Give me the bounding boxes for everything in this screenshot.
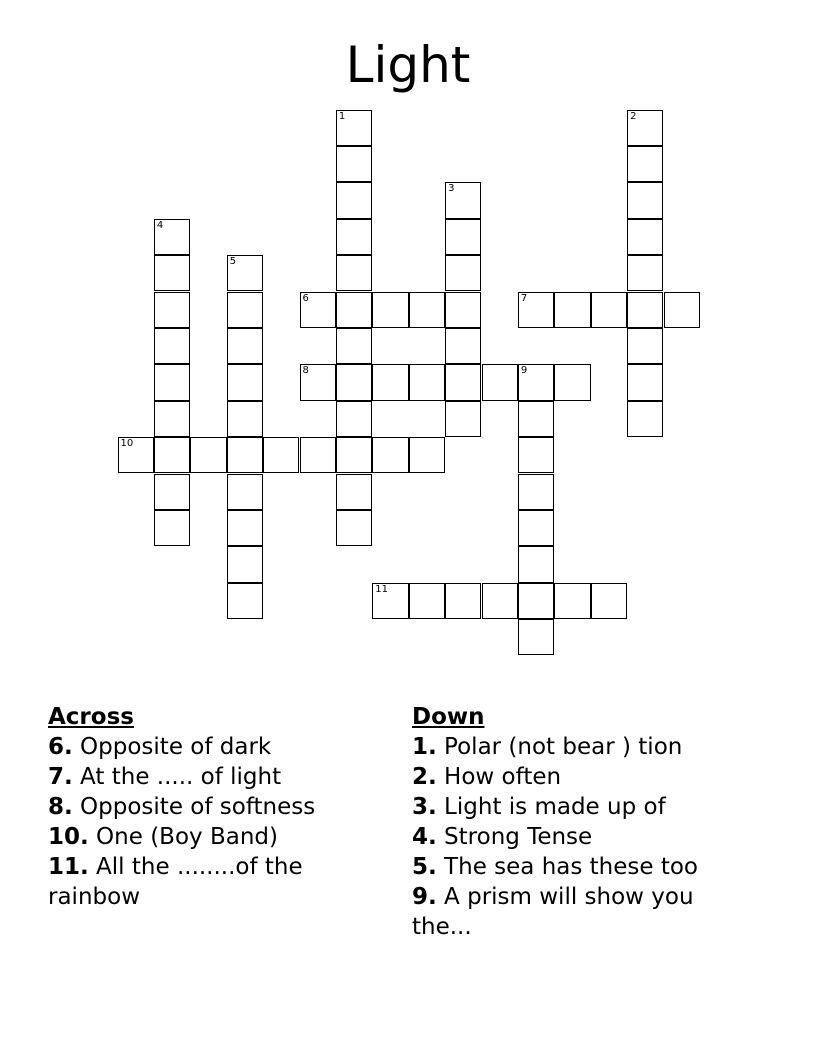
- clue-number-label: 6: [302, 292, 309, 304]
- grid-cell[interactable]: [627, 255, 663, 291]
- grid-cell[interactable]: [518, 401, 554, 437]
- grid-cell[interactable]: [154, 474, 190, 510]
- clue-text: At the ..... of light: [72, 764, 282, 790]
- grid-cell[interactable]: [336, 437, 372, 473]
- grid-cell[interactable]: [227, 583, 263, 619]
- grid-cell[interactable]: [445, 219, 481, 255]
- grid-cell[interactable]: [154, 437, 190, 473]
- grid-cell[interactable]: [336, 146, 372, 182]
- grid-cell[interactable]: [336, 110, 372, 146]
- clue-number: 8.: [48, 794, 73, 820]
- grid-cell[interactable]: [627, 292, 663, 328]
- clue-text: A prism will show you the...: [412, 884, 694, 940]
- grid-cell[interactable]: [445, 328, 481, 364]
- grid-cell[interactable]: [445, 255, 481, 291]
- grid-cell[interactable]: [518, 292, 554, 328]
- clue-text: Light is made up of: [436, 794, 666, 820]
- grid-cell[interactable]: [190, 437, 226, 473]
- grid-cell[interactable]: [336, 219, 372, 255]
- grid-cell[interactable]: [409, 437, 445, 473]
- clue-text: All the ........of the rainbow: [48, 854, 303, 910]
- down-clue: [412, 732, 742, 762]
- clue-number: 4.: [412, 824, 437, 850]
- grid-cell[interactable]: [518, 583, 554, 619]
- grid-cell[interactable]: [372, 292, 408, 328]
- clue-number-label: 10: [120, 438, 134, 450]
- grid-cell[interactable]: [627, 401, 663, 437]
- grid-cell[interactable]: [518, 474, 554, 510]
- clue-number-label: 9: [520, 365, 528, 377]
- grid-cell[interactable]: [336, 292, 372, 328]
- grid-cell[interactable]: [627, 182, 663, 218]
- clue-text: The sea has these too: [436, 854, 699, 880]
- grid-cell[interactable]: [409, 364, 445, 400]
- clue-number: 3.: [412, 794, 437, 820]
- grid-cell[interactable]: [518, 437, 554, 473]
- grid-cell[interactable]: [445, 583, 481, 619]
- grid-cell[interactable]: [227, 510, 263, 546]
- grid-cell[interactable]: [154, 510, 190, 546]
- grid-cell[interactable]: [336, 182, 372, 218]
- across-clue: [48, 852, 378, 912]
- grid-cell[interactable]: [482, 364, 518, 400]
- down-clue: [412, 852, 742, 882]
- puzzle-title: Light: [345, 36, 471, 94]
- grid-cell[interactable]: [518, 510, 554, 546]
- grid-cell[interactable]: [445, 182, 481, 218]
- grid-cell[interactable]: [227, 437, 263, 473]
- grid-cell[interactable]: [627, 110, 663, 146]
- grid-cell[interactable]: [336, 255, 372, 291]
- grid-cell[interactable]: [372, 437, 408, 473]
- down-clue: [412, 792, 742, 822]
- down-clue: [412, 822, 742, 852]
- down-clue: [412, 762, 742, 792]
- grid-cell[interactable]: [336, 328, 372, 364]
- clue-number: 2.: [412, 764, 437, 790]
- grid-cell[interactable]: [409, 583, 445, 619]
- grid-cell[interactable]: [300, 292, 336, 328]
- clue-number-label: 2: [630, 110, 637, 122]
- grid-cell[interactable]: [372, 583, 408, 619]
- clue-text: Polar (not bear ) tion: [436, 734, 683, 760]
- grid-cell[interactable]: [227, 255, 263, 291]
- grid-cell[interactable]: [300, 364, 336, 400]
- grid-cell[interactable]: [627, 219, 663, 255]
- clue-text: Opposite of dark: [72, 734, 272, 760]
- clue-text: Opposite of softness: [72, 794, 316, 820]
- down-clue-list: [412, 732, 742, 942]
- grid-cell[interactable]: [591, 292, 627, 328]
- across-heading: Across: [48, 704, 134, 730]
- across-clue-list: [48, 732, 378, 912]
- grid-cell[interactable]: [227, 328, 263, 364]
- grid-cell[interactable]: [372, 364, 408, 400]
- clue-text: How often: [436, 764, 562, 790]
- across-clues: [48, 702, 378, 912]
- across-clue: [48, 822, 378, 852]
- clue-number: 6.: [48, 734, 73, 760]
- clue-text: One (Boy Band): [88, 824, 278, 850]
- grid-cell[interactable]: [664, 292, 700, 328]
- clue-number-label: 11: [375, 583, 389, 595]
- clue-number: 11.: [48, 854, 89, 880]
- grid-cell[interactable]: [409, 292, 445, 328]
- grid-cell[interactable]: [445, 292, 481, 328]
- grid-cell[interactable]: [154, 364, 190, 400]
- grid-cell[interactable]: [482, 583, 518, 619]
- clue-number: 10.: [48, 824, 89, 850]
- grid-cell[interactable]: [627, 146, 663, 182]
- clue-number-label: 4: [156, 219, 164, 231]
- grid-cell[interactable]: [518, 364, 554, 400]
- across-clue: [48, 792, 378, 822]
- grid-cell[interactable]: [518, 546, 554, 582]
- grid-cell[interactable]: [227, 292, 263, 328]
- grid-cell[interactable]: [227, 474, 263, 510]
- down-clue: [412, 882, 742, 942]
- grid-cell[interactable]: [591, 583, 627, 619]
- clue-text: Strong Tense: [436, 824, 593, 850]
- grid-cell[interactable]: [154, 328, 190, 364]
- grid-cell[interactable]: [627, 364, 663, 400]
- grid-cell[interactable]: [154, 255, 190, 291]
- grid-cell[interactable]: [554, 583, 590, 619]
- grid-cell[interactable]: [154, 292, 190, 328]
- clue-number: 9.: [412, 884, 437, 910]
- grid-cell[interactable]: [263, 437, 299, 473]
- grid-cell[interactable]: [445, 401, 481, 437]
- grid-cell[interactable]: [336, 364, 372, 400]
- across-clue: [48, 762, 378, 792]
- grid-cell[interactable]: [518, 619, 554, 655]
- grid-cell[interactable]: [227, 364, 263, 400]
- grid-cell[interactable]: [445, 364, 481, 400]
- clue-number-label: 8: [302, 365, 309, 377]
- across-clue: [48, 732, 378, 762]
- grid-cell[interactable]: [300, 437, 336, 473]
- clue-number: 1.: [412, 734, 437, 760]
- grid-cell[interactable]: [336, 510, 372, 546]
- grid-cell[interactable]: [227, 546, 263, 582]
- clue-number-label: 1: [338, 110, 346, 122]
- clue-number: 7.: [48, 764, 73, 790]
- grid-cell[interactable]: [336, 401, 372, 437]
- grid-cell[interactable]: [336, 474, 372, 510]
- grid-cell[interactable]: [554, 364, 590, 400]
- clue-number: 5.: [412, 854, 437, 880]
- grid-cell[interactable]: [118, 437, 154, 473]
- grid-cell[interactable]: [627, 328, 663, 364]
- clue-number-label: 3: [448, 183, 455, 195]
- down-clues: [412, 702, 742, 942]
- down-heading: Down: [412, 704, 485, 730]
- grid-cell[interactable]: [154, 401, 190, 437]
- clue-number-label: 7: [520, 292, 528, 304]
- clue-number-label: 5: [229, 256, 237, 268]
- grid-cell[interactable]: [554, 292, 590, 328]
- grid-cell[interactable]: [154, 219, 190, 255]
- grid-cell[interactable]: [227, 401, 263, 437]
